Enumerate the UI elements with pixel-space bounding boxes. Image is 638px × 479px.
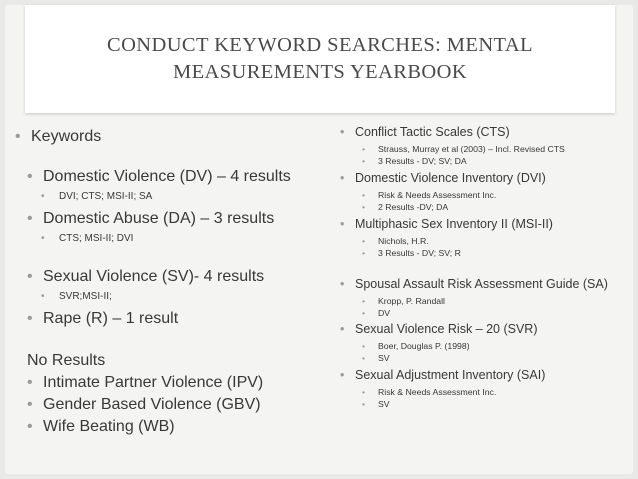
- instrument-sub: [356, 235, 638, 247]
- instrument-sub: [356, 143, 638, 155]
- instrument-sub: [356, 398, 638, 410]
- no-results-heading: No Results: [27, 352, 106, 369]
- instrument-sub: [356, 352, 638, 364]
- bullet-icon: •: [27, 374, 33, 391]
- instrument-sub: [356, 155, 638, 167]
- keyword-label: Domestic Abuse (DA) – 3 results: [43, 210, 275, 227]
- bullet-icon: •: [340, 322, 345, 336]
- instrument-sa: [338, 276, 638, 293]
- instrument-sub: [356, 201, 638, 213]
- bullet-icon: •: [41, 191, 45, 202]
- keyword-item-sv: [23, 266, 321, 287]
- bullet-icon: •: [362, 190, 366, 200]
- instrument-sub-label: 2 Results -DV; DA: [378, 202, 449, 212]
- bullet-icon: •: [27, 210, 33, 227]
- instrument-sub: [356, 295, 638, 307]
- instrument-label: Sexual Violence Risk – 20 (SVR): [355, 322, 538, 336]
- instrument-sub-label: SV: [378, 399, 390, 409]
- instrument-sub-label: 3 Results - DV; SV; R: [378, 248, 461, 258]
- instrument-sub: [356, 386, 638, 398]
- bullet-icon: •: [362, 387, 366, 397]
- instrument-msi: [338, 216, 638, 233]
- bullet-icon: •: [41, 233, 45, 244]
- bullet-icon: •: [362, 156, 366, 166]
- bullet-icon: •: [27, 168, 33, 185]
- instrument-sub: [356, 307, 638, 319]
- instrument-sub-label: SV: [378, 353, 390, 363]
- bullet-icon: •: [41, 291, 45, 302]
- keyword-label: Sexual Violence (SV)- 4 results: [43, 268, 265, 285]
- bullet-icon: •: [27, 396, 33, 413]
- instrument-label: Multiphasic Sex Inventory II (MSI-II): [355, 217, 553, 231]
- keyword-sub-dv: [33, 190, 321, 204]
- keywords-heading-label: Keywords: [31, 128, 102, 145]
- right-column: [338, 120, 638, 410]
- bullet-icon: •: [362, 248, 366, 258]
- bullet-icon: •: [362, 341, 366, 351]
- instrument-dvi: [338, 170, 638, 187]
- keyword-item-rape: [23, 308, 321, 329]
- bullet-icon: •: [340, 217, 345, 231]
- keywords-heading: [11, 126, 321, 147]
- left-column: [11, 120, 321, 437]
- instrument-sub-label: DV: [378, 308, 391, 318]
- bullet-icon: •: [362, 296, 366, 306]
- instrument-sai: [338, 367, 638, 384]
- no-result-item: [23, 372, 321, 393]
- bullet-icon: •: [362, 236, 366, 246]
- bullet-icon: •: [362, 202, 366, 212]
- bullet-icon: •: [362, 144, 366, 154]
- instrument-sub-label: Strauss, Murray et al (2003) – Incl. Revised CTS: [378, 144, 565, 154]
- keyword-sub-label: DVI; CTS; MSI-II; SA: [59, 191, 153, 202]
- bullet-icon: •: [362, 399, 366, 409]
- bullet-icon: •: [362, 308, 366, 318]
- no-result-label: Intimate Partner Violence (IPV): [43, 374, 264, 391]
- instrument-sub: [356, 340, 638, 352]
- keyword-label: Domestic Violence (DV) – 4 results: [43, 168, 291, 185]
- instrument-label: Conflict Tactic Scales (CTS): [355, 125, 510, 139]
- instrument-sub-label: Risk & Needs Assessment Inc.: [378, 387, 497, 397]
- instrument-sub-label: Risk & Needs Assessment Inc.: [378, 190, 497, 200]
- keyword-label: Rape (R) – 1 result: [43, 310, 179, 327]
- instrument-sub-label: Nichols, H.R.: [378, 236, 429, 246]
- slide-title-line-2: MEASUREMENTS YEARBOOK: [172, 61, 468, 83]
- no-result-item: [23, 394, 321, 415]
- bullet-icon: •: [27, 268, 33, 285]
- instrument-sub-label: Kropp, P. Randall: [378, 296, 445, 306]
- instrument-sub: [356, 189, 638, 201]
- instrument-label: Domestic Violence Inventory (DVI): [355, 171, 546, 185]
- instrument-sub-label: 3 Results - DV; SV; DA: [378, 156, 467, 166]
- bullet-icon: •: [340, 277, 345, 291]
- instrument-label: Spousal Assault Risk Assessment Guide (SA): [355, 277, 608, 291]
- keyword-sub-da: [33, 232, 321, 246]
- bullet-icon: •: [362, 353, 366, 363]
- bullet-icon: •: [340, 125, 345, 139]
- keyword-item-da: [23, 208, 321, 229]
- no-result-label: Gender Based Violence (GBV): [43, 396, 261, 413]
- bullet-icon: •: [27, 310, 33, 327]
- no-result-item: [23, 416, 321, 437]
- instrument-cts: [338, 124, 638, 141]
- keyword-sub-sv: [33, 290, 321, 304]
- keyword-sub-label: SVR;MSI-II;: [59, 291, 112, 302]
- instrument-svr: [338, 321, 638, 338]
- title-box: [25, 5, 615, 113]
- keyword-item-dv: [23, 166, 321, 187]
- instrument-sub-label: Boer, Douglas P. (1998): [378, 341, 470, 351]
- bullet-icon: •: [340, 171, 345, 185]
- slide-title-line-1: CONDUCT KEYWORD SEARCHES: MENTAL: [107, 34, 533, 56]
- keyword-sub-label: CTS; MSI-II; DVI: [59, 233, 134, 244]
- bullet-icon: •: [27, 418, 33, 435]
- instrument-sub: [356, 247, 638, 259]
- instrument-label: Sexual Adjustment Inventory (SAI): [355, 368, 546, 382]
- bullet-icon: •: [340, 368, 345, 382]
- no-result-label: Wife Beating (WB): [43, 418, 175, 435]
- bullet-icon: •: [15, 128, 21, 145]
- slide: [5, 5, 633, 474]
